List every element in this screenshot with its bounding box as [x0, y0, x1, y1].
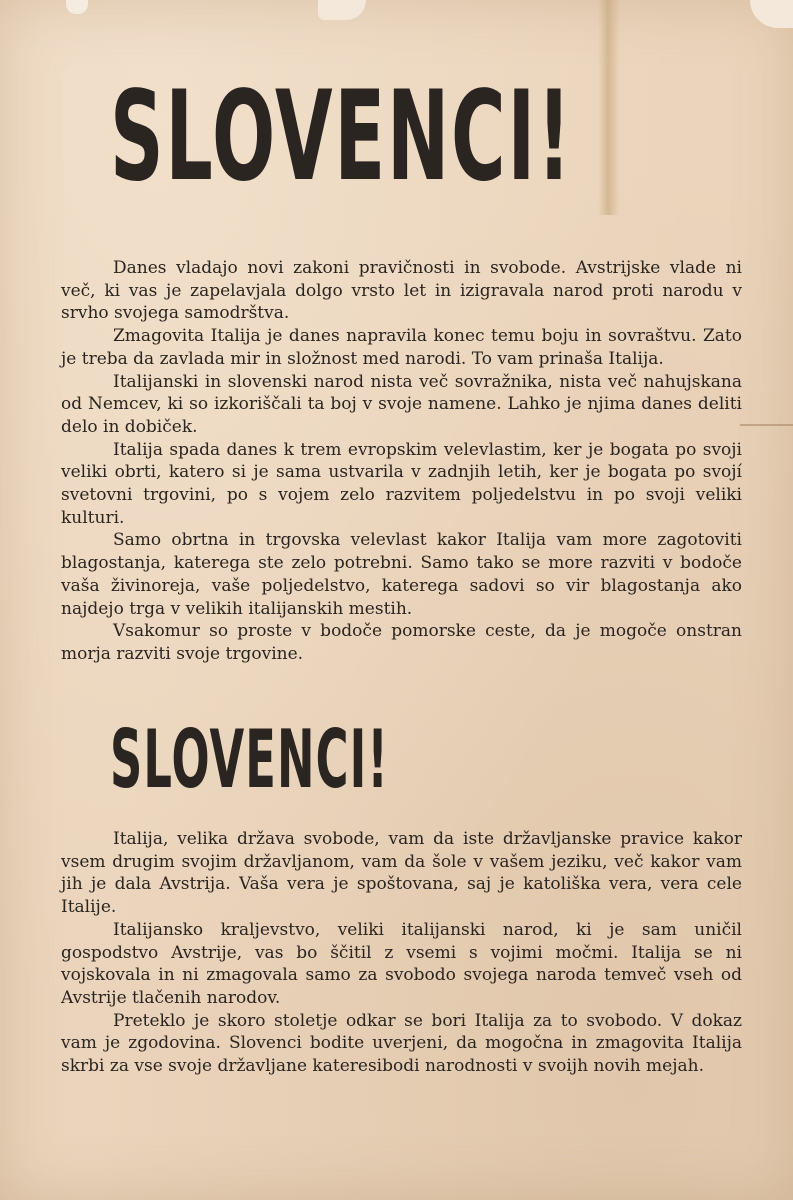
paper-crease: [740, 424, 793, 426]
sub-headline: SLOVENCI!: [110, 713, 389, 806]
paper-fold-mark: [598, 0, 620, 215]
paragraph: Zmagovita Italija je danes napravila konec temu boju in sovraštvu. Zato je treba da zavlada mir in složnost med narodi. To vam prinaša Italija.: [61, 326, 742, 369]
paragraph: Italijansko kraljevstvo, veliki italijanski narod, ki je sam uničil gospodstvo Avstrije, vas bo ščitil z vsemi s vojimi močmi. Italija se ni vojskovala in ni zmagovala samo za svobodo svojega naroda temveč vseh od Avstrije tlačenih narodov.: [61, 919, 742, 1008]
paper-tear: [66, 0, 88, 14]
main-headline: SLOVENCI!: [110, 65, 573, 209]
body-section-2: [61, 828, 742, 1078]
paragraph: Italija spada danes k trem evropskim velevlastim, ker je bogata po svoji veliki obrti, katero si je sama ustvarila v zadnjih letih, ker je bogata po svojí svetovni trgovini, po s vojem zelo razvitem poljedelstvu in po svoji veliki kulturi.: [61, 439, 742, 528]
paragraph: Italijanski in slovenski narod nista več sovražnika, nista več nahujskana od Nemcev, ki so izkoriščali ta boj v svoje namene. Lahko je njima danes deliti delo in dobiček.: [61, 371, 742, 437]
paragraph: Danes vladajo novi zakoni pravičnosti in svobode. Avstrijske vlade ni več, ki vas je zapelavjala dolgo vrsto let in izigravala narod proti narodu v srvho svojega samodrštva.: [61, 258, 742, 324]
body-section-1: [61, 257, 742, 666]
paper-tear: [750, 0, 793, 28]
paragraph: Preteklo je skoro stoletje odkar se bori Italija za to svobodo. V dokaz vam je zgodovina. Slovenci bodite uverjeni, da mogočna in zmagovita Italija skrbi za vse svoje državljane kateresibodi narodnosti v svoijh novih mejah.: [61, 1010, 742, 1077]
paper-tear: [318, 0, 366, 20]
paragraph: Italija, velika država svobode, vam da iste državljanske pravice kakor vsem drugim svojim državljanom, vam da šole v vašem jeziku, več kakor vam jih je dala Avstrija. Vaša vera je spoštovana, saj je katoliška vera, vera cele Italije.: [61, 829, 742, 918]
paragraph: Samo obrtna in trgovska velevlast kakor Italija vam more zagotoviti blagostanja, katerega ste zelo potrebni. Samo tako se more razviti v bodoče vaša živinoreja, vaše poljedelstvo, katerega sadovi so vir blagostanja ako najdejo trga v velikih italijanskih mestih.: [61, 530, 742, 619]
paragraph: Vsakomur so proste v bodoče pomorske ceste, da je mogoče onstran morja razviti svoje trgovine.: [61, 621, 742, 664]
